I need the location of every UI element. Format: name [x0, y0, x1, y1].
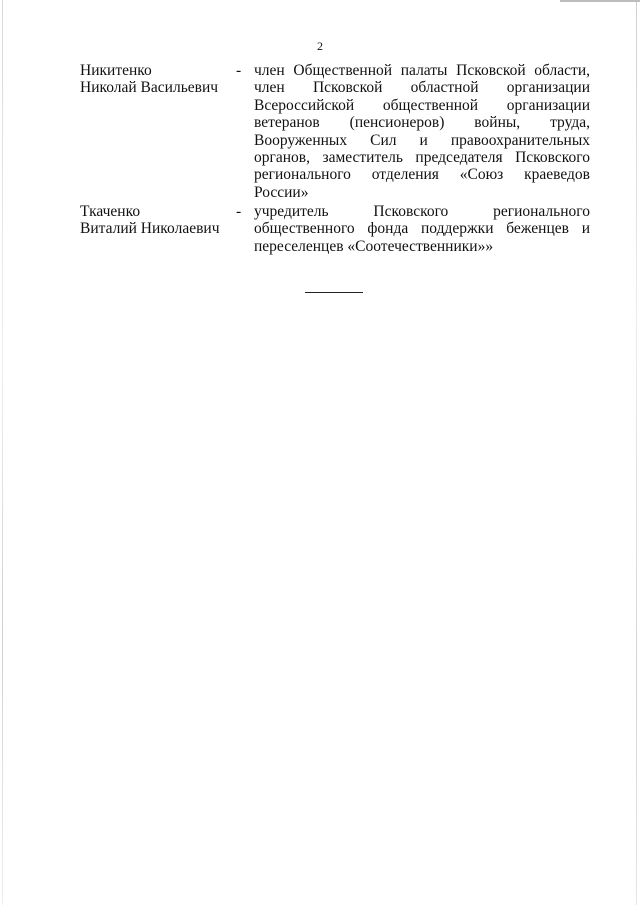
- end-divider-line: [305, 292, 363, 293]
- member-name: [80, 203, 240, 238]
- separator-dash: -: [236, 203, 242, 220]
- member-given-names: Николай Васильевич: [80, 79, 219, 97]
- member-description: учредитель Псковского регионального общественного фонда поддержки беженцев и переселенцев «Соотечественники»»: [254, 203, 590, 255]
- member-surname: Ткаченко: [80, 203, 141, 220]
- member-description: член Общественной палаты Псковской области, член Псковской областной организации Всероссийской общественной организации ветеранов (пенсионеров) войны, труда, Вооруженных Сил и правоохранительных органов, заместитель председателя Псковского регионального отделения «Союз краеведов России»: [254, 62, 590, 201]
- scan-edge-top: [560, 0, 640, 2]
- member-given-names: Виталий Николаевич: [80, 220, 220, 238]
- scan-edge-right: [636, 0, 637, 905]
- member-name: [80, 62, 240, 97]
- scan-edge-left: [2, 0, 3, 905]
- member-surname: Никитенко: [80, 62, 152, 79]
- separator-dash: -: [236, 62, 242, 79]
- page-number: 2: [317, 39, 323, 53]
